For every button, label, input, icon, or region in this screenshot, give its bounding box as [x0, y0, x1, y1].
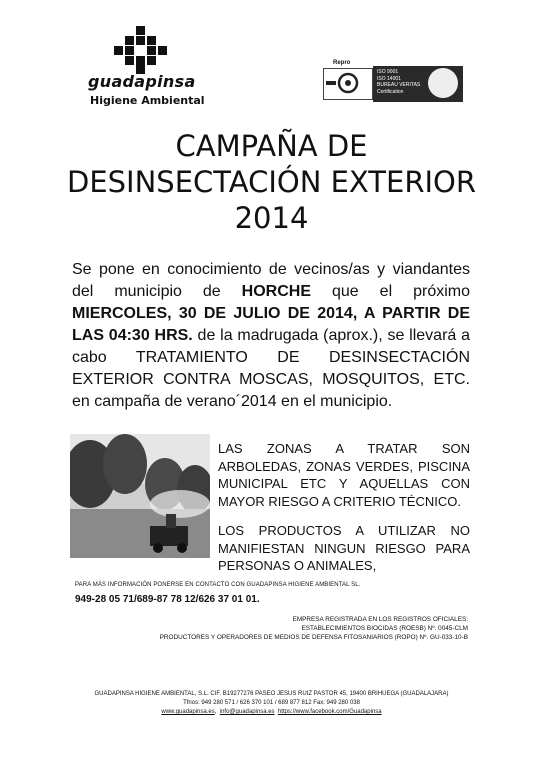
brand-subtitle: Higiene Ambiental: [90, 94, 205, 107]
bv-line: BUREAU VERITAS: [377, 82, 421, 88]
notice-text-1: Se pone en conocimiento de vecinos/as y viandantes del municipio de: [72, 261, 470, 300]
notice-paragraph: [72, 259, 470, 413]
repro-box: [323, 68, 373, 100]
repro-label: Repro: [333, 60, 351, 66]
logo-diamond-mark: [114, 26, 170, 74]
title-line-3: 2014: [234, 201, 309, 235]
contact-label: PARA MÁS INFORMACIÓN PONERSE EN CONTACTO CON GUADAPINSA HIGIENE AMBIENTAL SL.: [75, 582, 361, 588]
municipality-name: HORCHE: [241, 283, 312, 300]
email-link[interactable]: info@guadapinsa.es: [219, 709, 275, 715]
page-title: [0, 128, 543, 236]
registry-line-3: PRODUCTORES Y OPERADORES DE MEDIOS DE DEFENSA FITOSANIARIOS (ROPO) Nº. GU-033-10-B: [159, 634, 468, 641]
bv-line: ISO 9001: [377, 69, 399, 75]
notice-text-2: que el próximo: [311, 283, 470, 300]
footer-phones: Tfnos: 949 280 571 / 626 370 101 / 689 877 812 Fax: 949 280 038: [183, 700, 360, 706]
brand-name: guadapinsa: [88, 72, 196, 91]
fumigation-truck-image: [70, 434, 210, 558]
title-line-1: CAMPAÑA DE: [175, 129, 368, 163]
repro-certification-logo: [323, 62, 371, 102]
registry-line-2: ESTABLECIMIENTOS BIOCIDAS (ROESB) Nº. 0045-CLM: [301, 625, 468, 632]
fumigation-photo: [70, 434, 210, 558]
bv-line: Certification: [377, 88, 404, 95]
contact-phones: 949-28 05 71/689-87 78 12/626 37 01 01.: [75, 594, 260, 605]
notice-text-3: de la madrugada (aprox.), se llevará a cabo TRATAMIENTO DE DESINSECTACIÓN EXTERIOR CONTRA MOSCAS, MOSQUITOS, ETC. en campaña de verano´2014 en el municipio.: [72, 327, 471, 410]
bv-seal-icon: [428, 68, 458, 98]
products-paragraph: LOS PRODUCTOS A UTILIZAR NO MANIFIESTAN NINGUN RIESGO PARA PERSONAS O ANIMALES,: [218, 523, 470, 573]
facebook-link[interactable]: https://www.facebook.com/Guadapinsa: [277, 709, 382, 715]
registry-block: [160, 615, 468, 642]
registry-line-1: EMPRESA REGISTRADA EN LOS REGISTROS OFICIALES:: [292, 616, 468, 623]
website-link[interactable]: www.guadapinsa.es: [161, 709, 215, 715]
page-footer: [0, 690, 543, 717]
zones-paragraph: LAS ZONAS A TRATAR SON ARBOLEDAS, ZONAS VERDES, PISCINA MUNICIPAL ETC Y AQUELLAS CON MAYOR RIESGO A CRITERIO TÉCNICO.: [218, 441, 470, 509]
repro-emblem-icon: [324, 69, 372, 99]
treatment-date: MIERCOLES, 30 DE JULIO DE 2014, A PARTIR DE LAS 04:30 HRS.: [72, 305, 470, 344]
bv-line: ISO 14001: [377, 75, 401, 82]
bureau-veritas-certification-logo: [373, 66, 463, 102]
footer-links: www.guadapinsa.es, info@guadapinsa.es https://www.facebook.com/Guadapinsa: [161, 709, 382, 715]
title-line-2: DESINSECTACIÓN EXTERIOR: [66, 165, 477, 199]
footer-address: GUADAPINSA HIGIENE AMBIENTAL, S.L. CIF. B19277276 PASEO JESUS RUIZ PASTOR 45, 19400 BRIHUEGA (GUADALAJARA): [94, 691, 449, 697]
